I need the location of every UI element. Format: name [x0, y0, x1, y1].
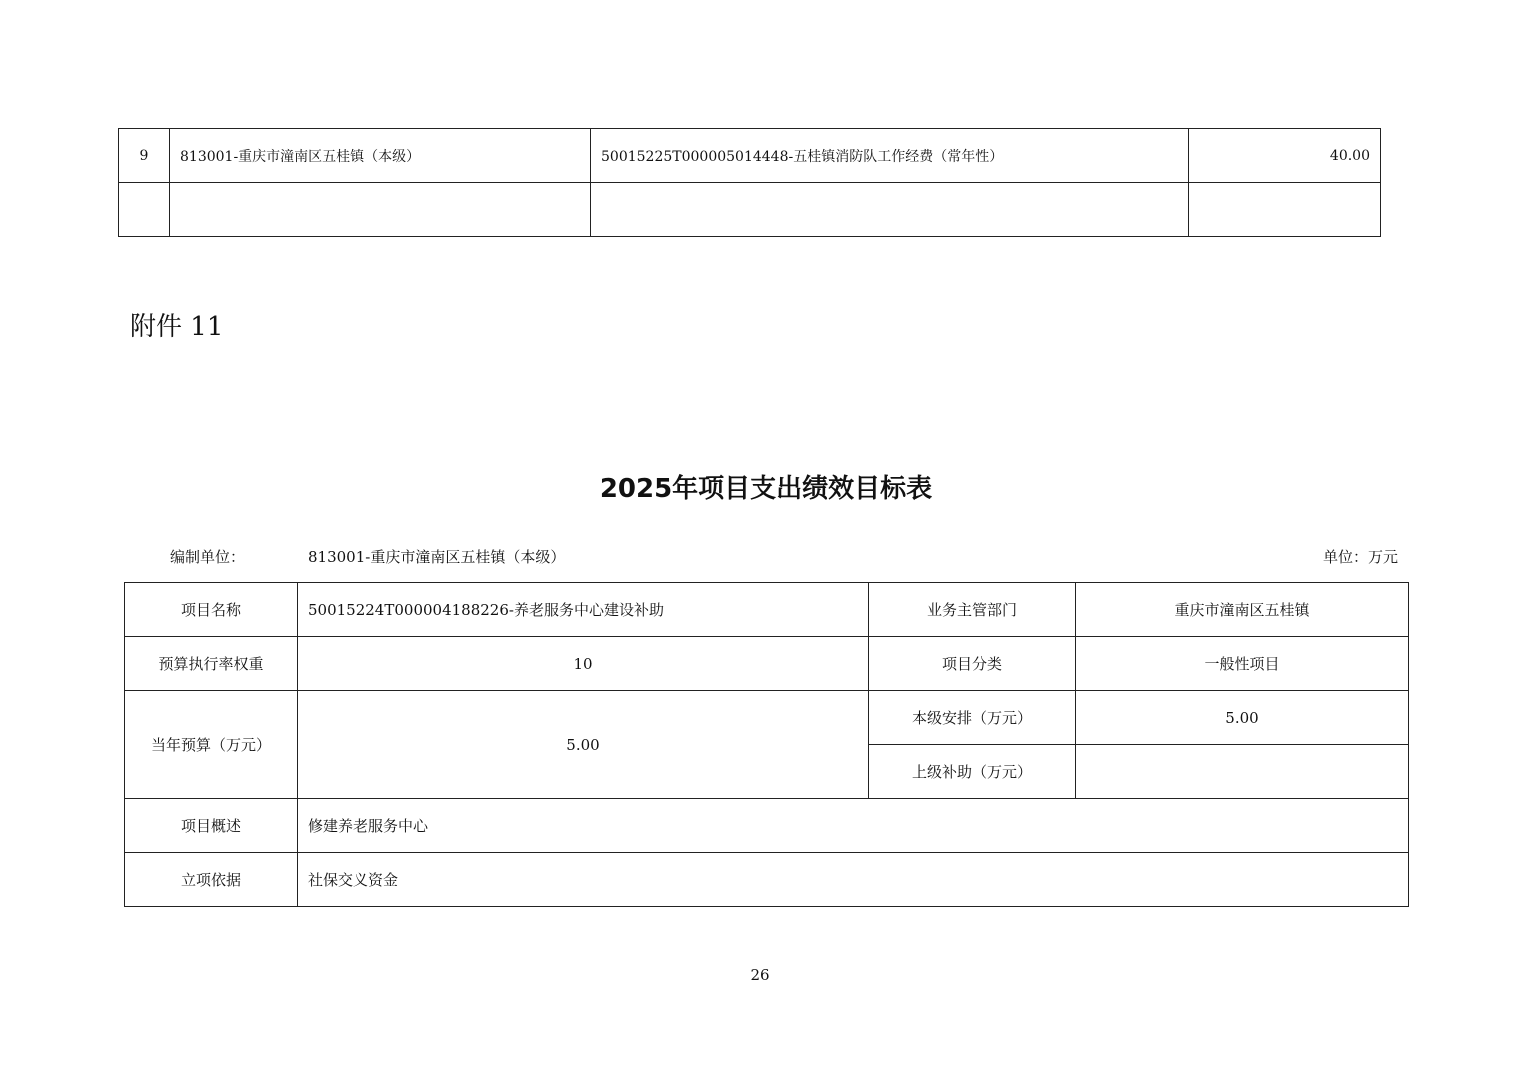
subsidy-value [1076, 745, 1409, 799]
project-name-value: 50015224T000004188226-养老服务中心建设补助 [298, 583, 869, 637]
overview-value: 修建养老服务中心 [298, 799, 1409, 853]
row-amount [1189, 183, 1381, 237]
weight-label: 预算执行率权重 [125, 637, 298, 691]
dept-value: 重庆市潼南区五桂镇 [1076, 583, 1409, 637]
table-row [125, 853, 1409, 907]
table-row [119, 183, 1381, 237]
page-title: 2025年项目支出绩效目标表 [599, 474, 933, 504]
unit-label: 单位：万元 [1322, 548, 1398, 566]
row-amount: 40.00 [1189, 129, 1381, 183]
table-row [119, 129, 1381, 183]
project-name-label: 项目名称 [125, 583, 298, 637]
basis-label: 立项依据 [125, 853, 298, 907]
row-project: 50015225T000005014448-五桂镇消防队工作经费（常年性） [591, 129, 1189, 183]
dept-label: 业务主管部门 [869, 583, 1076, 637]
basis-value: 社保交义资金 [298, 853, 1409, 907]
performance-target-table [124, 582, 1409, 907]
local-value: 5.00 [1076, 691, 1409, 745]
table-row [125, 799, 1409, 853]
org-value: 813001-重庆市潼南区五桂镇（本级） [308, 548, 566, 566]
row-index [119, 183, 170, 237]
row-unit [170, 183, 591, 237]
table-row [125, 691, 1409, 745]
attachment-number: 11 [190, 312, 224, 342]
table-row [125, 583, 1409, 637]
attachment-heading [130, 306, 223, 343]
budget-value: 5.00 [298, 691, 869, 799]
budget-label: 当年预算（万元） [125, 691, 298, 799]
weight-value: 10 [298, 637, 869, 691]
attachment-prefix: 附件 [130, 312, 183, 342]
overview-label: 项目概述 [125, 799, 298, 853]
table-row [125, 637, 1409, 691]
category-value: 一般性项目 [1076, 637, 1409, 691]
category-label: 项目分类 [869, 637, 1076, 691]
page-number: 26 [750, 966, 770, 984]
row-index: 9 [119, 129, 170, 183]
org-label: 编制单位： [170, 548, 246, 566]
row-project [591, 183, 1189, 237]
row-unit: 813001-重庆市潼南区五桂镇（本级） [170, 129, 591, 183]
previous-projects-table [118, 128, 1381, 237]
subsidy-label: 上级补助（万元） [869, 745, 1076, 799]
local-label: 本级安排（万元） [869, 691, 1076, 745]
